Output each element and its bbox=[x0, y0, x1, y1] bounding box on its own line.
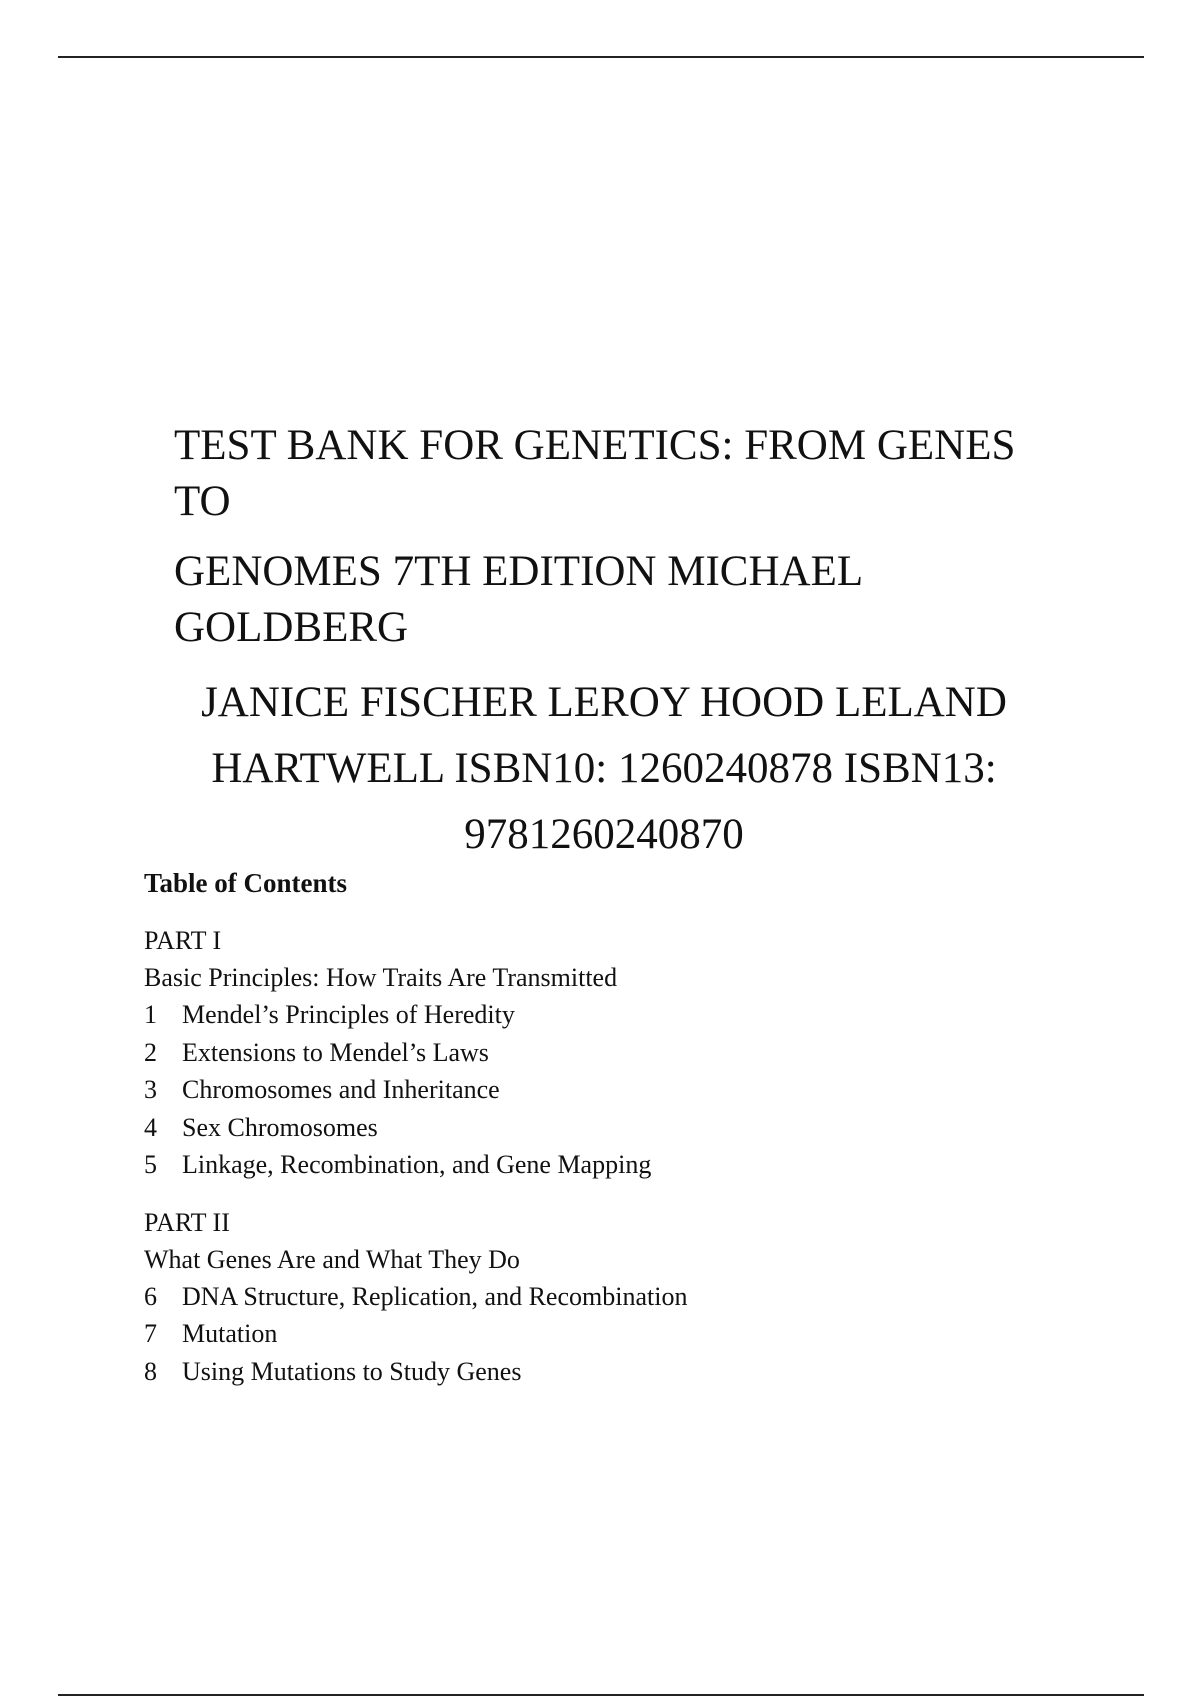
part-title: What Genes Are and What They Do bbox=[144, 1244, 520, 1274]
title-line: TEST BANK FOR GENETICS: FROM GENES bbox=[174, 422, 1016, 469]
toc-chapter bbox=[144, 1034, 1044, 1072]
chapter-number: 5 bbox=[144, 1150, 157, 1179]
chapter-number: 3 bbox=[144, 1075, 157, 1104]
title-line: TO bbox=[174, 478, 231, 525]
toc-chapter bbox=[144, 1071, 1044, 1109]
bottom-rule bbox=[58, 1694, 1144, 1696]
toc-chapter bbox=[144, 1109, 1044, 1147]
chapter-number: 6 bbox=[144, 1281, 157, 1311]
isbn-line: 9781260240870 bbox=[464, 811, 744, 858]
part-label: PART I bbox=[144, 926, 222, 955]
chapter-number: 8 bbox=[144, 1356, 157, 1386]
top-rule bbox=[58, 56, 1144, 58]
chapter-title: DNA Structure, Replication, and Recombination bbox=[182, 1281, 688, 1311]
chapter-title: Mutation bbox=[182, 1319, 278, 1348]
author-isbn-line: HARTWELL ISBN10: 1260240878 ISBN13: bbox=[211, 745, 997, 792]
toc-chapter bbox=[144, 1315, 1044, 1353]
chapter-title: Linkage, Recombination, and Gene Mapping bbox=[182, 1150, 652, 1179]
toc-part-2 bbox=[144, 1204, 1044, 1391]
part-title: Basic Principles: How Traits Are Transmitted bbox=[144, 963, 618, 992]
chapter-title: Sex Chromosomes bbox=[182, 1112, 378, 1142]
chapter-number: 7 bbox=[144, 1319, 157, 1348]
author-line: JANICE FISCHER LEROY HOOD LELAND bbox=[201, 679, 1007, 726]
chapter-title: Chromosomes and Inheritance bbox=[182, 1075, 500, 1104]
title-line: GOLDBERG bbox=[174, 604, 409, 651]
chapter-title: Using Mutations to Study Genes bbox=[182, 1356, 522, 1386]
toc-chapter bbox=[144, 1278, 1044, 1316]
title-line: GENOMES 7TH EDITION MICHAEL bbox=[174, 548, 864, 595]
chapter-number: 4 bbox=[144, 1112, 157, 1142]
part-label: PART II bbox=[144, 1207, 230, 1237]
table-of-contents bbox=[144, 866, 1044, 1410]
toc-chapter bbox=[144, 1353, 1044, 1391]
toc-part-1 bbox=[144, 922, 1044, 1184]
chapter-title: Mendel’s Principles of Heredity bbox=[182, 1000, 515, 1029]
chapter-title: Extensions to Mendel’s Laws bbox=[182, 1037, 489, 1067]
chapter-number: 1 bbox=[144, 1000, 157, 1029]
toc-heading: Table of Contents bbox=[144, 868, 348, 898]
toc-chapter bbox=[144, 1146, 1044, 1184]
document-title bbox=[174, 418, 1054, 868]
chapter-number: 2 bbox=[144, 1037, 157, 1067]
toc-chapter bbox=[144, 996, 1044, 1034]
